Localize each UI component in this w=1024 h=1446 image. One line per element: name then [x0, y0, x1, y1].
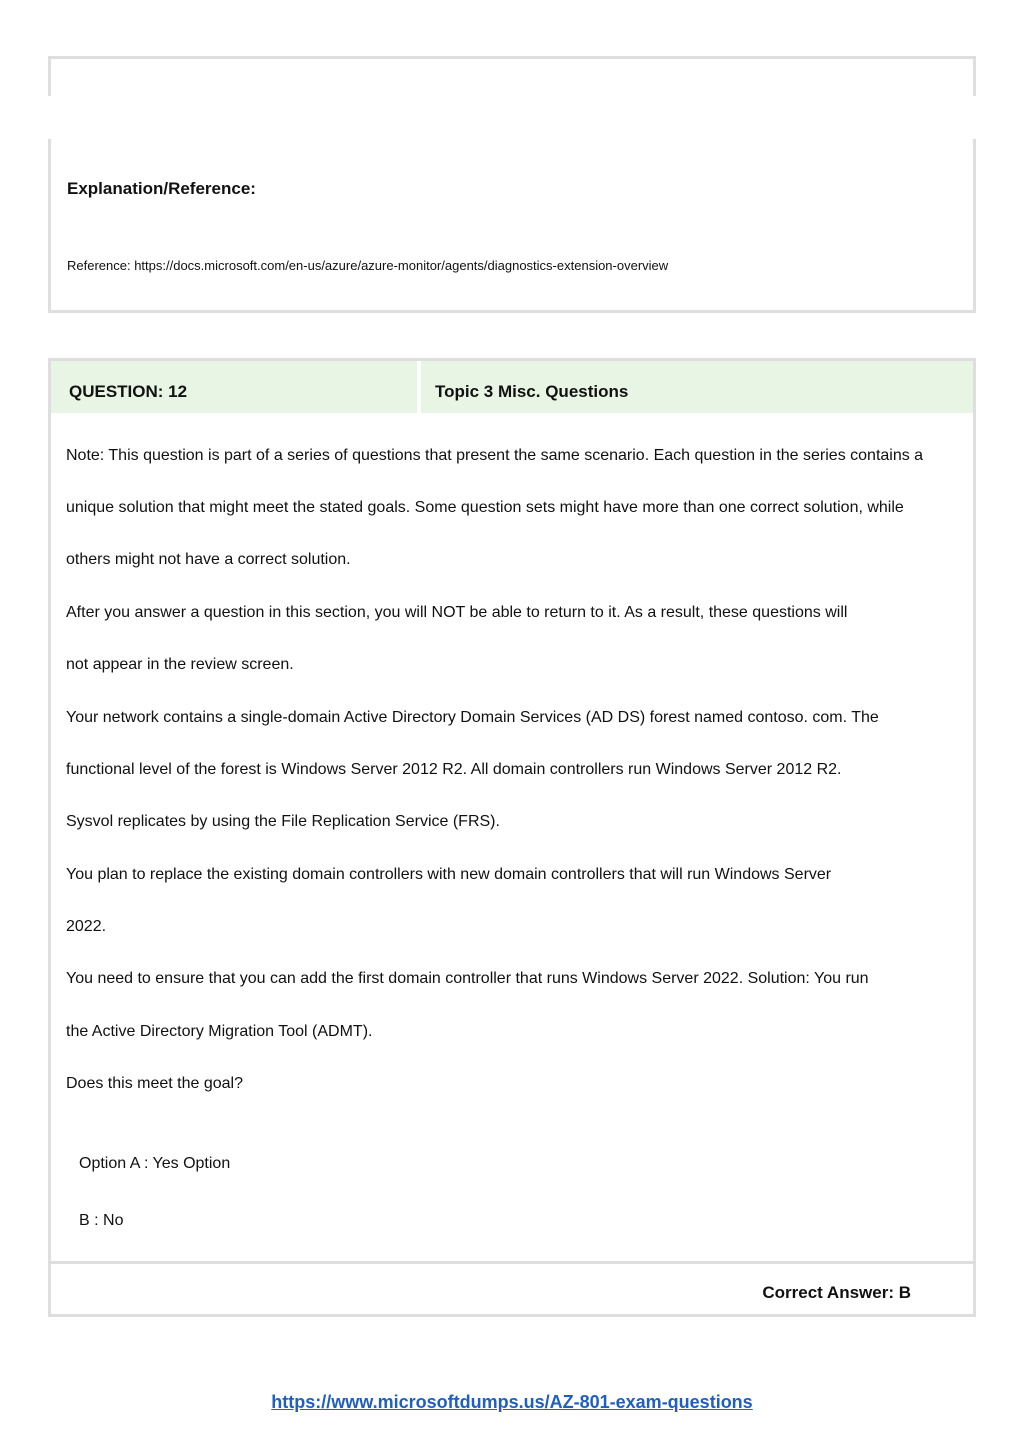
question-text-line: After you answer a question in this section, you will NOT be able to return to it. As a result, these questions will: [66, 604, 848, 621]
question-text-line: functional level of the forest is Windows Server 2012 R2. All domain controllers run Windows Server 2012 R2.: [66, 761, 842, 778]
previous-question-box: [48, 56, 976, 96]
question-text-line: You need to ensure that you can add the first domain controller that runs Windows Server 2022. Solution: You run: [66, 970, 869, 987]
answer-divider: [51, 1261, 973, 1264]
option-a: Option A : Yes Option: [79, 1155, 231, 1172]
question-text-line: Note: This question is part of a series of questions that present the same scenario. Each question in the series contains a: [66, 447, 924, 464]
correct-answer: Correct Answer: B: [762, 1283, 911, 1302]
question-topic: Topic 3 Misc. Questions: [435, 382, 629, 401]
explanation-box: [48, 139, 976, 313]
question-text-line: others might not have a correct solution.: [66, 551, 351, 568]
footer-link[interactable]: https://www.microsoftdumps.us/AZ-801-exam-questions: [271, 1392, 753, 1412]
question-box: [48, 358, 976, 1317]
question-text-line: Does this meet the goal?: [66, 1075, 243, 1092]
question-text-line: Your network contains a single-domain Active Directory Domain Services (AD DS) forest named contoso. com. The: [66, 709, 879, 726]
question-text-line: not appear in the review screen.: [66, 656, 294, 673]
header-divider: [417, 361, 421, 413]
question-header: [51, 361, 973, 413]
question-text-line: Sysvol replicates by using the File Replication Service (FRS).: [66, 813, 500, 830]
question-text-line: 2022.: [66, 918, 107, 935]
question-text-line: unique solution that might meet the stated goals. Some question sets might have more than one correct solution, while: [66, 499, 904, 516]
question-number: QUESTION: 12: [69, 382, 188, 401]
explanation-reference: Reference: https://docs.microsoft.com/en-us/azure/azure-monitor/agents/diagnostics-extension-overview: [67, 258, 669, 273]
question-text-line: You plan to replace the existing domain controllers with new domain controllers that will run Windows Server: [66, 866, 832, 883]
question-text-line: the Active Directory Migration Tool (ADMT).: [66, 1023, 373, 1040]
explanation-title: Explanation/Reference:: [67, 179, 256, 198]
option-b: B : No: [79, 1212, 124, 1229]
